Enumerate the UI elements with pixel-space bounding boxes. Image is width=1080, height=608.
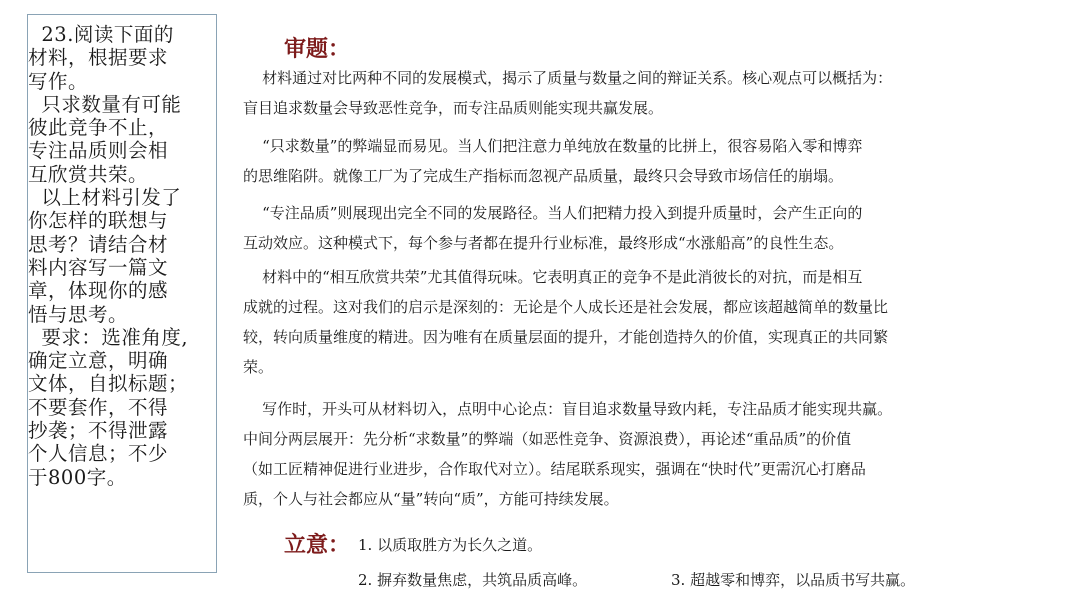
analysis-paragraph-3 <box>243 198 862 258</box>
prompt-line: 互欣赏共荣。 <box>28 162 149 186</box>
prompt-line: 思考？请结合材 <box>28 232 169 256</box>
writing-prompt-box <box>27 14 217 573</box>
paragraph-line: 盲目追求数量会导致恶性竞争，而专注品质则能实现共赢发展。 <box>243 99 664 117</box>
paragraph-line: 的思维陷阱。就像工厂为了完成生产指标而忽视产品质量，最终只会导致市场信任的崩塌。 <box>243 167 844 185</box>
prompt-line: 以上材料引发了 <box>28 186 182 210</box>
prompt-line: 章，体现你的感 <box>28 279 169 303</box>
prompt-line: 于800字。 <box>28 465 127 489</box>
prompt-line: 材料，根据要求 <box>28 46 169 70</box>
analysis-paragraph-4 <box>243 262 888 382</box>
idea-item-3: 3. 超越零和博弈，以品质书写共赢。 <box>671 571 916 589</box>
prompt-line: 写作。 <box>28 69 89 93</box>
paragraph-line: （如工匠精神促进行业进步，合作取代对立）。结尾联系现实，强调在“快时代”更需沉心打磨品 <box>243 460 866 478</box>
ideas-heading: 立意： <box>284 532 351 558</box>
prompt-line: 只求数量有可能 <box>28 92 182 116</box>
prompt-line: 彼此竞争不止， <box>28 116 169 140</box>
idea-item-2: 2. 摒弃数量焦虑，共筑品质高峰。 <box>358 571 588 589</box>
prompt-line: 不要套作，不得 <box>28 395 169 419</box>
prompt-line: 23.阅读下面的 <box>28 23 174 46</box>
paragraph-line: 互动效应。这种模式下，每个参与者都在提升行业标准，最终形成“水涨船高”的良性生态。 <box>243 234 844 252</box>
analysis-paragraph-5 <box>243 394 892 514</box>
analysis-paragraph-2 <box>243 131 862 191</box>
paragraph-line: 中间分两层展开：先分析“求数量”的弊端（如恶性竞争、资源浪费），再论述“重品质”的价值 <box>243 430 852 448</box>
prompt-line: 个人信息；不少 <box>28 442 169 466</box>
prompt-line: 悟与思考。 <box>28 302 129 326</box>
paragraph-line: “只求数量”的弊端显而易见。当人们把注意力单纯放在数量的比拼上，很容易陷入零和博弈 <box>243 137 863 155</box>
paragraph-line: 材料中的“相互欣赏共荣”尤其值得玩味。它表明真正的竞争不是此消彼长的对抗，而是相互 <box>243 268 863 286</box>
paragraph-line: 较，转向质量维度的精进。因为唯有在质量层面的提升，才能创造持久的价值，实现真正的共同繁 <box>243 328 889 346</box>
prompt-line: 抄袭；不得泄露 <box>28 419 169 443</box>
prompt-line: 你怎样的联想与 <box>28 209 169 233</box>
paragraph-line: “专注品质”则展现出完全不同的发展路径。当人们把精力投入到提升质量时，会产生正向的 <box>243 204 863 222</box>
paragraph-line: 成就的过程。这对我们的启示是深刻的：无论是个人成长还是社会发展，都应该超越简单的数量比 <box>243 298 889 316</box>
paragraph-line: 荣。 <box>243 358 274 376</box>
paragraph-line: 材料通过对比两种不同的发展模式，揭示了质量与数量之间的辩证关系。核心观点可以概括为： <box>243 69 893 87</box>
idea-item-1: 1. 以质取胜方为长久之道。 <box>358 536 543 554</box>
paragraph-line: 写作时，开头可从材料切入，点明中心论点：盲目追求数量导致内耗，专注品质才能实现共赢。 <box>243 400 893 418</box>
prompt-line: 文体，自拟标题； <box>28 372 189 396</box>
prompt-line: 确定立意，明确 <box>28 349 169 373</box>
prompt-line: 专注品质则会相 <box>28 139 169 163</box>
prompt-line: 要求：选准角度, <box>28 325 189 349</box>
paragraph-line: 质，个人与社会都应从“量”转向“质”，方能可持续发展。 <box>243 490 619 508</box>
analysis-paragraph-1 <box>243 63 892 123</box>
prompt-line: 料内容写一篇文 <box>28 255 169 279</box>
analysis-heading: 审题： <box>284 36 351 62</box>
